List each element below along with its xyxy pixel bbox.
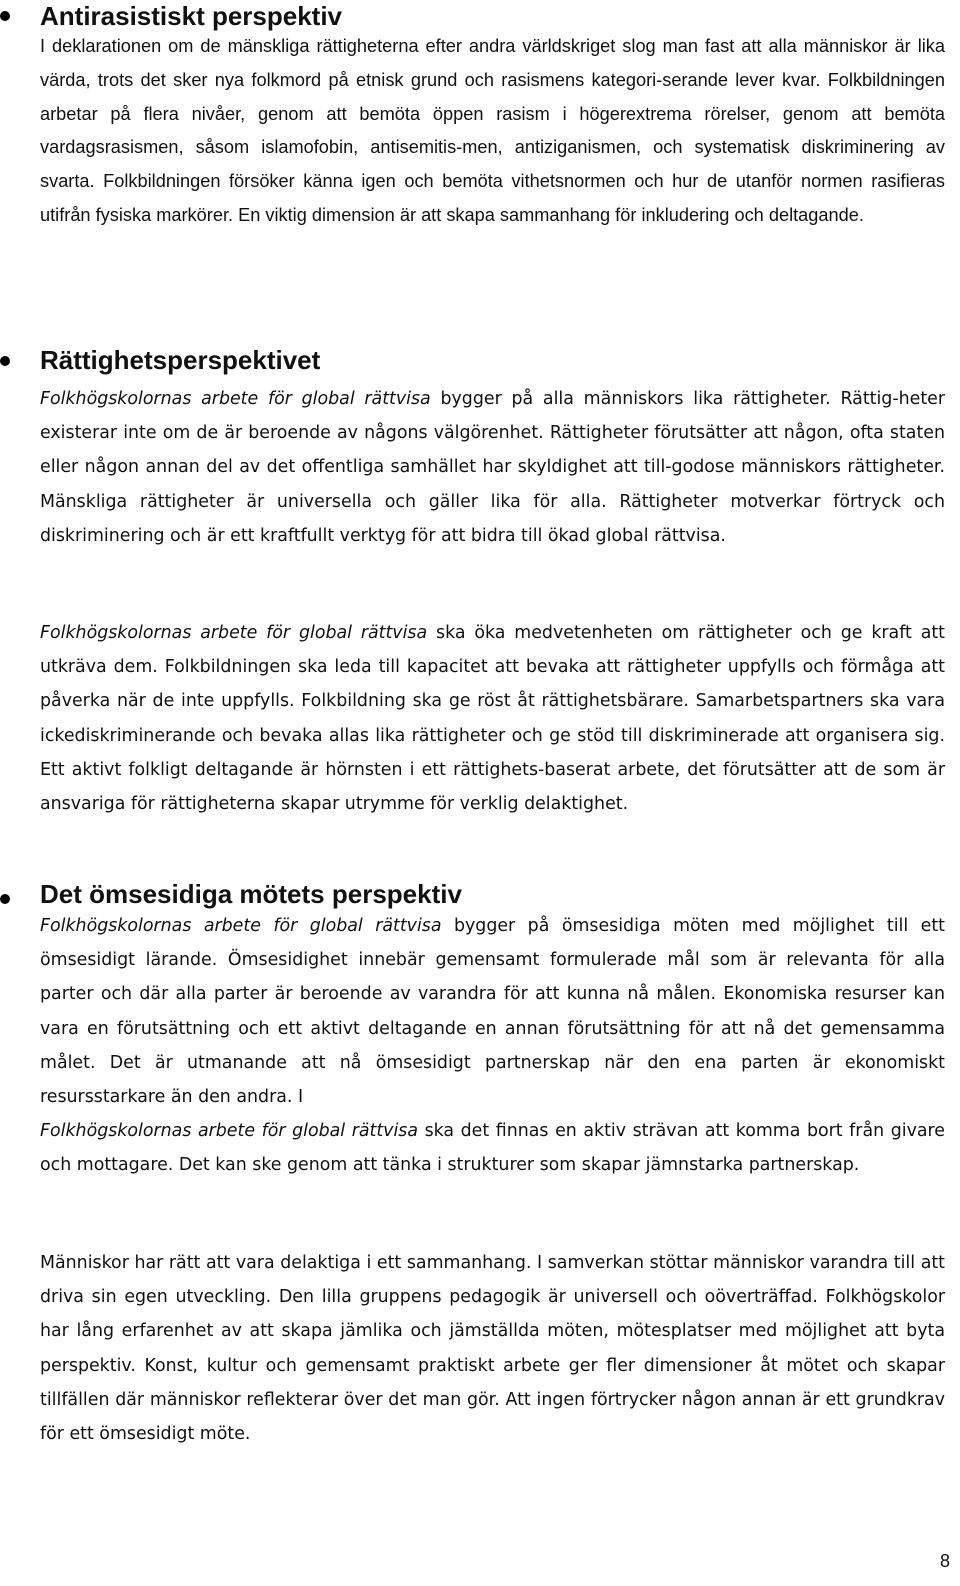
paragraph-text: ska det finnas en aktiv strävan att komma bort från givare och mottagare. Det kan ske genom att tänka i strukturer som skapar jämnstarka partnerskap. xyxy=(40,1121,945,1176)
bullet-dot-icon xyxy=(0,356,10,366)
paragraph-text: bygger på ömsesidiga möten med möjlighet till ett ömsesidigt lärande. Ömsesidighet innebär gemensamt formulerade mål som är relevanta för alla parter och där alla parter är beroende av varandra för att kunna nå målen. Ekonomiska resurser kan vara en förutsättning och ett aktivt deltagande en annan förutsättning för att nå det gemensamma målet. Det är utmanande att nå ömsesidigt partnerskap när den ena parten är ekonomiskt resursstarkare än den andra. I xyxy=(40,916,945,1108)
section-heading: Rättighetsperspektivet xyxy=(40,345,321,375)
paragraph-text: ska öka medvetenheten om rättigheter och ge kraft att utkräva dem. Folkbildningen ska leda till kapacitet att bevaka att rättigheter uppfylls och förmåga att påverka när de inte uppfylls. Folkbildning ska ge röst åt rättighetsbärare. Samarbetspartners ska vara ickediskriminerande och bevaka allas lika rättigheter och ge stöd till diskriminerade att organisera sig. Ett aktivt folkligt deltagande är hörnsten i ett rättighets-baserat arbete, det förutsätter att de som är ansvariga för rättigheterna skapar utrymme för verklig delaktighet. xyxy=(40,623,945,815)
italic-project-name: Folkhögskolornas arbete för global rättvisa xyxy=(40,916,442,936)
paragraph xyxy=(40,382,945,553)
section-heading: Antirasistiskt perspektiv xyxy=(40,1,343,31)
paragraph xyxy=(40,616,945,821)
section-heading: Det ömsesidiga mötets perspektiv xyxy=(40,879,462,909)
paragraph: Människor har rätt att vara delaktiga i ett sammanhang. I samverkan stöttar människor varandra till att driva sin egen utveckling. Den lilla gruppens pedagogik är universell och oöverträffad. Folkhögskolor har lång erfarenhet av att skapa jämlika och jämställda möten, mötesplatser med möjlighet att byta perspektiv. Konst, kultur och gemensamt praktiskt arbete ger fler dimensioner åt mötet och skapar tillfällen där människor reflekterar över det man gör. Att ingen förtrycker någon annan är ett grundkrav för ett ömsesidigt möte. xyxy=(40,1253,945,1445)
paragraph: I deklarationen om de mänskliga rättigheterna efter andra världskriget slog man fast att alla människor är lika värda, trots det sker nya folkmord på etnisk grund och rasismens kategori-serande lever kvar. Folkbildningen arbetar på flera nivåer, genom att bemöta öppen rasism i högerextrema rörelser, genom att bemöta vardagsrasismen, såsom islamofobin, antisemitis-men, antiziganismen, och systematisk diskriminering av svarta. Folkbildningen försöker känna igen och bemöta vithetsnormen och hur de utanför normen rasifieras utifrån fysiska markörer. En viktig dimension är att skapa sammanhang för inkludering och deltagande. xyxy=(40,36,945,225)
paragraph xyxy=(40,909,945,1183)
bullet-dot-icon xyxy=(0,894,10,904)
italic-project-name: Folkhögskolornas arbete för global rättvisa xyxy=(40,623,428,643)
bullet-dot-icon xyxy=(0,11,10,21)
page-number: 8 xyxy=(939,1551,950,1571)
paragraph-text: bygger på alla människors lika rättigheter. Rättig-heter existerar inte om de är beroende av någons välgörenhet. Rättigheter förutsätter att någon, ofta staten eller någon annan del av det offentliga samhället har skyldighet att till-godose människors rättigheter. Mänskliga rättigheter är universella och gäller lika för alla. Rättigheter motverkar förtryck och diskriminering och är ett kraftfullt verktyg för att bidra till ökad global rättvisa. xyxy=(40,389,945,546)
italic-project-name: Folkhögskolornas arbete för global rättvisa xyxy=(40,1121,418,1142)
italic-project-name: Folkhögskolornas arbete för global rättvisa xyxy=(40,389,431,409)
